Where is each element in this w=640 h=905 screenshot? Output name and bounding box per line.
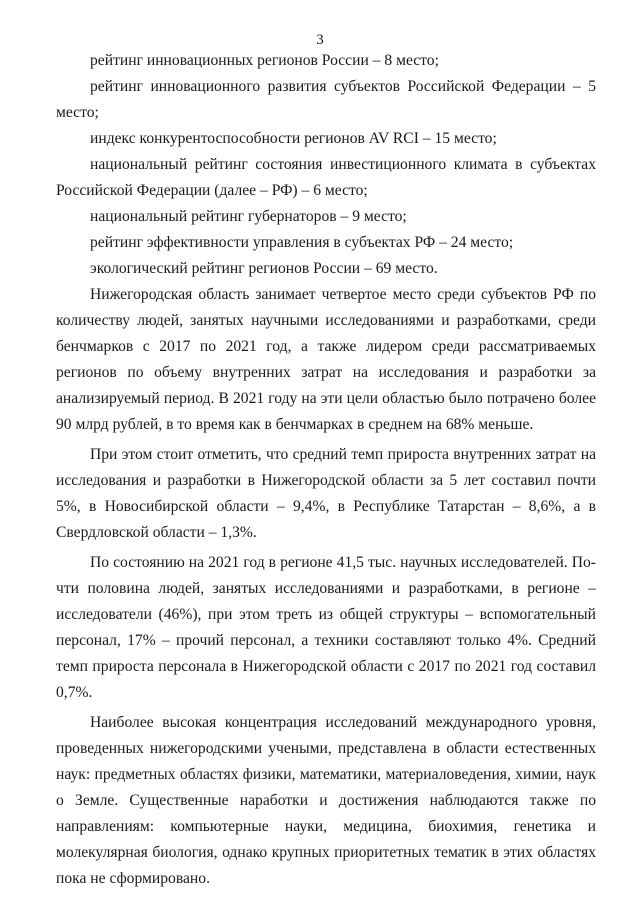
rating-item-ecology: экологический рейтинг регионов России – 69 место. (90, 260, 438, 277)
paragraph-research-personnel: Нижегородская область занимает четвертое место среди субъектов РФ по количеству людей, занятых научными исследованиями и разработками, среди бенчмарков с 2017 по 2021 год, а также лидером среди рассматриваемых регионов по объему внутренних затрат на исследования и разработки за анализируемый период. В 2021 году на эти цели областью было потрачено более 90 млрд рублей, в то время как в бенчмарках в среднем на 68% меньше. (56, 286, 596, 433)
paragraph-expenditure-growth: При этом стоит отметить, что средний темп прироста внутренних затрат на исследования и разработки в Нижегородской области за 5 лет составил почти 5%, в Новосибирской области – 9,4%, в Республике Татарстан – 8,6%, а в Свердловской области – 1,3%. (56, 446, 596, 541)
paragraph-research-concentration: Наиболее высокая концентрация исследований международного уровня, проведенных нижегородскими учеными, представлена в области естественных наук: предметных областях физики, математики, материаловедения, химии, наук о Земле. Существенные наработки и достижения наблюдаются также по направлениям: компьютерные науки, медицина, биохимия, генетика и молекулярная биология, однако крупных приоритетных тематик в этих областях пока не сформировано. (56, 714, 596, 887)
rating-item-innovation-regions: рейтинг инновационных регионов России – 8 место; (90, 52, 439, 69)
document-body (56, 48, 596, 892)
rating-item-investment-climate: национальный рейтинг состояния инвестиционного климата в субъектах Российской Федерации (далее – РФ) – 6 место; (56, 156, 596, 199)
rating-item-management-efficiency: рейтинг эффективности управления в субъектах РФ – 24 место; (90, 234, 514, 251)
rating-item-governors: национальный рейтинг губернаторов – 9 место; (90, 208, 407, 225)
rating-item-innovation-development: рейтинг инновационного развития субъектов Российской Федерации – 5 место; (56, 78, 596, 121)
rating-item-competitiveness-index: индекс конкурентоспособности регионов AV RCI – 15 место; (90, 130, 497, 147)
page-number: 3 (316, 32, 324, 48)
paragraph-researchers-structure: По состоянию на 2021 год в регионе 41,5 тыс. научных исследователей. Почти половина людей, занятых исследованиями и разработками, в регионе – исследователи (46%), при этом треть из общей структуры – вспомогательный персонал, 17% – прочий персонал, а техники составляют только 4%. Средний темп прироста персонала в Нижегородской области с 2017 по 2021 год составил 0,7%. (56, 554, 596, 701)
